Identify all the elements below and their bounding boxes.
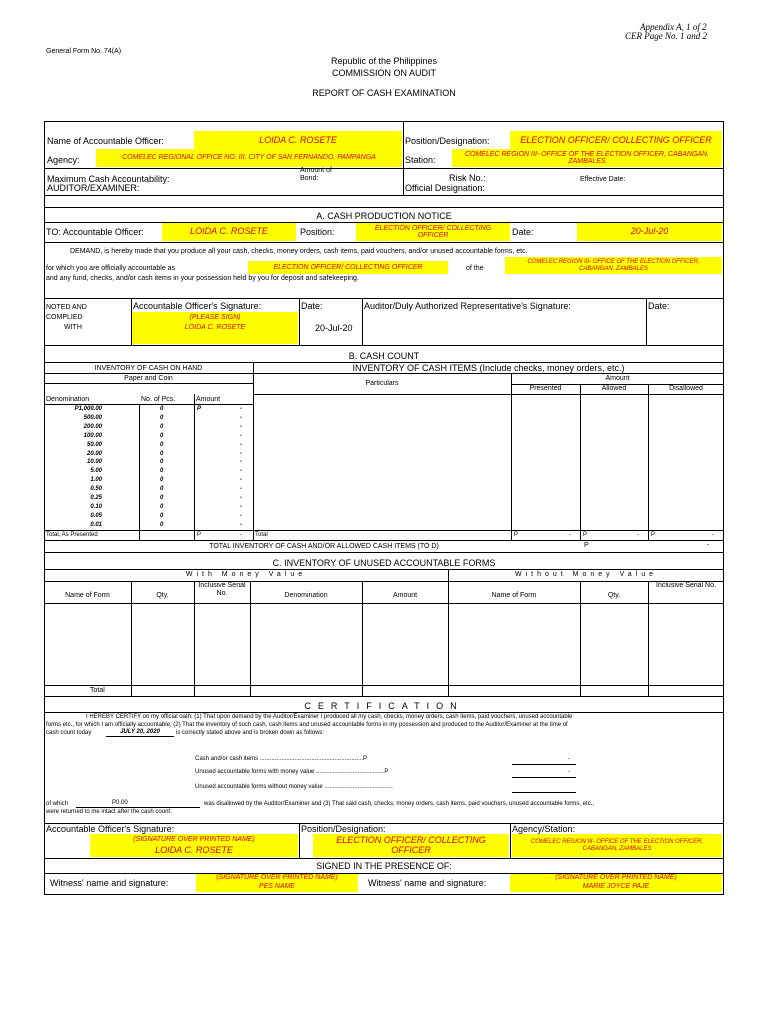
section-a-title: A. CASH PRODUCTION NOTICE <box>316 211 452 221</box>
particulars-header: Particulars <box>365 380 399 387</box>
appendix-label: Appendix A, 1 of 2 <box>640 22 707 32</box>
cert-agency-label: Agency/Station: <box>512 824 576 834</box>
accountable-as-value: ELECTION OFFICER/ COLLECTING OFFICER <box>273 263 423 271</box>
denomination-value: 5.00 <box>90 468 102 474</box>
pcs-value: 0 <box>160 415 164 421</box>
amount-value: - <box>240 459 242 465</box>
for-which-text: for which you are officially accountable as <box>46 265 176 272</box>
agency-field[interactable] <box>96 149 402 167</box>
c-col-name-of-form: Name of Form <box>65 592 110 599</box>
cert-line-unused-without: Unused accountable forms without money value ......................................... <box>195 784 393 790</box>
c-col-denomination: Denomination <box>284 592 328 599</box>
c-total-label: Total <box>90 687 105 694</box>
of-the-field[interactable] <box>505 257 722 274</box>
paper-coin-label: Paper and Coin <box>124 375 173 382</box>
position-designation-label: Position/Designation: <box>405 136 490 146</box>
pcs-value: 0 <box>160 495 164 501</box>
amount-group-header: Amount <box>605 375 630 382</box>
disallowed-header: Disallowed <box>669 385 703 392</box>
amount-value: - <box>240 424 242 430</box>
c-col-amount: Amount <box>392 592 418 599</box>
to-position-label: Position: <box>300 227 335 237</box>
presented-peso-sign: P <box>514 532 519 538</box>
amount-value: - <box>240 442 242 448</box>
cert-agency-field[interactable] <box>512 834 722 857</box>
pcs-value: 0 <box>160 468 164 474</box>
to-date-value: 20-Jul-20 <box>630 226 669 237</box>
agency-value: COMELEC REGIONAL OFFICE NO. III, CITY OF SAN FERNANDO, PAMPANGA <box>122 154 376 162</box>
to-position-value: ELECTION OFFICER/ COLLECTING OFFICER <box>374 224 492 239</box>
with-money-label: With Money Value <box>185 571 307 578</box>
amount-header: Amount <box>196 396 221 403</box>
republic-label: Republic of the Philippines <box>330 56 438 66</box>
denomination-value: 20.00 <box>86 451 102 457</box>
pcs-value: 0 <box>160 459 164 465</box>
witness-2-name: MARIE JOYCE PAJE <box>582 883 650 890</box>
denomination-value: P1,000.00 <box>74 406 102 412</box>
witnesses-title: SIGNED IN THE PRESENCE OF: <box>316 861 452 871</box>
grand-total-value: - <box>707 542 710 549</box>
c-col-qty: Qty. <box>156 592 169 599</box>
position-designation-value: ELECTION OFFICER/ COLLECTING OFFICER <box>520 134 712 145</box>
to-date-field[interactable] <box>577 223 722 241</box>
officer-name-field[interactable] <box>194 131 402 150</box>
station-field[interactable] <box>452 149 722 167</box>
to-position-field[interactable] <box>356 223 510 241</box>
cert-position-label: Position/Designation: <box>301 824 386 834</box>
of-which-pre: of which <box>46 801 69 807</box>
official-designation-label: Official Designation: <box>405 183 485 193</box>
inventory-items-label: INVENTORY OF CASH ITEMS (Include checks, money orders, etc.) <box>352 363 625 373</box>
amount-value: - <box>240 486 242 492</box>
c-col-inclusive-serial-without: Inclusive Serial No. <box>656 582 716 589</box>
returned-text: were returned to me intact after the cash count. <box>46 809 172 815</box>
amount-value: - <box>240 477 242 483</box>
cert-para-1b: forms etc., for which I am officially accountable; (2) That the inventory of such cash, cash items and unused accountable forms in my possession and produced to the Auditor/Examiner at the time of <box>46 722 568 728</box>
cert-line-cash: Cash and/or cash items ..............................................................P <box>195 756 368 762</box>
noted-date-label: Date: <box>301 301 323 311</box>
of-the-text: of the <box>466 265 484 272</box>
pcs-value: 0 <box>160 486 164 492</box>
amount-value: - <box>240 513 242 519</box>
agency-label: Agency: <box>47 155 80 165</box>
section-c-title: C. INVENTORY OF UNUSED ACCOUNTABLE FORMS <box>272 558 496 568</box>
noted-text-3: WITH <box>64 324 82 331</box>
denomination-value: 100.00 <box>83 433 102 439</box>
auditor-date-label: Date: <box>648 301 670 311</box>
pcs-value: 0 <box>160 424 164 430</box>
allowed-peso-sign: P <box>583 532 588 538</box>
general-form-number: General Form No. 74(A) <box>46 48 122 55</box>
pcs-value: 0 <box>160 522 164 528</box>
amount-value: - <box>240 495 242 501</box>
max-cash-label: Maximum Cash Accountability: <box>47 174 170 184</box>
amount-value: - <box>240 522 242 528</box>
denomination-value: 0.25 <box>90 495 102 501</box>
please-sign-text: (PLEASE SIGN) <box>189 314 241 321</box>
commission-label: COMMISSION ON AUDIT <box>331 68 436 78</box>
effective-date-label: Effective Date: <box>580 176 626 183</box>
report-title: REPORT OF CASH EXAMINATION <box>312 88 456 98</box>
ao-signature-name: LOIDA C. ROSETE <box>184 324 246 331</box>
noted-text-2: COMPLIED <box>46 314 83 321</box>
inventory-cash-label: INVENTORY OF CASH ON HAND <box>94 365 203 372</box>
cert-para-1c-post: is correctly stated above and is broken down as follows: <box>176 730 325 736</box>
amount-value: - <box>240 415 242 421</box>
pcs-value: 0 <box>160 406 164 412</box>
denomination-value: 0.01 <box>90 522 102 528</box>
pcs-header: No. of Pcs. <box>141 396 176 403</box>
cert-ao-signature-label: Accountable Officer's Signature: <box>46 824 175 834</box>
cert-line-cash-value: - <box>568 756 570 762</box>
grand-total-label: TOTAL INVENTORY OF CASH AND/OR ALLOWED CASH ITEMS (TO D) <box>209 543 439 550</box>
denomination-value: 200.00 <box>83 424 102 430</box>
disallowed-peso-sign: P <box>651 532 656 538</box>
auditor-signature-label: Auditor/Duly Authorized Representative's Signature: <box>364 301 571 311</box>
of-the-value: COMELEC REGION III- OFFICE OF THE ELECTION OFFICER, CABANGAN, ZAMBALES <box>527 259 700 272</box>
pcs-value: 0 <box>160 451 164 457</box>
demand-text: DEMAND, is hereby made that you produce all your cash, checks, money orders, cash items, paid vouchers, and/or unused accountable forms, etc. <box>70 248 528 255</box>
noted-date-value: 20-Jul-20 <box>315 323 353 333</box>
denomination-value: 50.00 <box>86 442 102 448</box>
cer-page-label: CER Page No. 1 and 2 <box>625 31 707 41</box>
denomination-value: 500.00 <box>83 415 102 421</box>
certification-title: CERTIFICATION <box>304 701 464 711</box>
of-which-post: was disallowed by the Auditor/Examiner and (3) That said cash, checks, money orders, cash items, paid vouchers, unused accountable forms, etc., <box>204 801 595 807</box>
amount-value: - <box>240 433 242 439</box>
to-officer-field[interactable] <box>162 223 296 241</box>
cash-count-date: JULY 20, 2020 <box>106 729 174 737</box>
auditor-examiner-label: AUDITOR/EXAMINER: <box>47 183 140 193</box>
to-officer-label: TO: Accountable Officer: <box>46 227 144 237</box>
total-presented-label: Total, As Presented <box>46 532 98 538</box>
denomination-value: 0.10 <box>90 504 102 510</box>
denomination-value: 10.00 <box>86 459 102 465</box>
pcs-value: 0 <box>160 504 164 510</box>
cert-para-1a: I HEREBY CERTIFY on my official oath: (1) That upon demand by the Auditor/Examiner I produced all my cash, checks, money orders, cash items, paid vouchers, unused accountable <box>86 714 573 720</box>
denomination-value: 1.00 <box>90 477 102 483</box>
denomination-value: 0.50 <box>90 486 102 492</box>
position-designation-field[interactable] <box>510 131 722 150</box>
witness-label-2: Witness' name and signature: <box>368 878 487 888</box>
pcs-value: 0 <box>160 442 164 448</box>
to-date-label: Date: <box>512 227 534 237</box>
pcs-value: 0 <box>160 433 164 439</box>
presented-header: Presented <box>529 385 562 392</box>
total-amount-value: - <box>240 532 242 538</box>
officer-name-value: LOIDA C. ROSETE <box>259 134 337 145</box>
c-col-inclusive-serial: Inclusive Serial No. <box>198 582 246 598</box>
witness-2-signature: (SIGNATURE OVER PRINTED NAME) <box>555 874 677 881</box>
fund-text: and any fund, checks, and/or cash items in your possession held by you for deposit and safekeeping. <box>46 275 359 282</box>
risk-label: Risk No.: <box>449 173 486 183</box>
witness-1-name: PES NAME <box>258 883 296 890</box>
denomination-value: 0.05 <box>90 513 102 519</box>
peso-sign: P <box>197 406 202 412</box>
pcs-value: 0 <box>160 513 164 519</box>
bond-label: Amount of Bond: <box>300 167 332 183</box>
allowed-total-value: - <box>637 532 639 538</box>
total-peso-sign: P <box>197 532 202 538</box>
accountable-as-field[interactable] <box>248 261 448 274</box>
of-which-value: P0.00 <box>112 800 128 806</box>
without-money-label: Without Money Value <box>514 571 657 578</box>
pcs-value: 0 <box>160 477 164 483</box>
noted-text-1: NOTED AND <box>46 304 87 311</box>
amount-value: - <box>240 406 242 412</box>
cert-agency-value: COMELEC REGION III- OFFICE OF THE ELECTION OFFICER, CABANGAN, ZAMBALES <box>530 839 704 852</box>
witness-1-signature: (SIGNATURE OVER PRINTED NAME) <box>216 874 338 881</box>
amount-value: - <box>240 468 242 474</box>
cert-line-unused-with: Unused accountable forms with money value .........................................P <box>195 769 389 775</box>
cert-line-unused-with-value: - <box>568 769 570 775</box>
officer-name-label: Name of Accountable Officer: <box>47 136 164 146</box>
amount-value: - <box>240 451 242 457</box>
cert-para-1c-pre: cash count today <box>46 730 92 736</box>
section-b-title: B. CASH COUNT <box>348 351 420 361</box>
grand-total-peso-sign: P <box>584 542 589 549</box>
presented-total-value: - <box>569 532 571 538</box>
cert-ao-name: LOIDA C. ROSETE <box>155 845 233 855</box>
c-col-qty-without: Qty. <box>607 592 621 599</box>
to-officer-value: LOIDA C. ROSETE <box>190 226 268 237</box>
station-label: Station: <box>405 155 436 165</box>
ao-signature-label: Accountable Officer's Signature: <box>133 301 262 311</box>
witness-label-1: Witness' name and signature: <box>50 878 169 888</box>
items-total-label: Total <box>255 532 268 538</box>
disallowed-total-value: - <box>712 532 714 538</box>
denomination-header: Denomination <box>46 396 90 403</box>
cert-signature-over-name: (SIGNATURE OVER PRINTED NAME) <box>133 836 255 843</box>
station-value: COMELEC REGION III- OFFICE OF THE ELECTION OFFICER, CABANGAN, ZAMBALES <box>464 150 710 165</box>
cert-position-value: ELECTION OFFICER/ COLLECTING OFFICER <box>336 835 486 855</box>
cert-position-field[interactable] <box>313 834 509 857</box>
allowed-header: Allowed <box>601 385 627 392</box>
c-col-name-of-form-without: Name of Form <box>491 592 537 599</box>
amount-value: - <box>240 504 242 510</box>
